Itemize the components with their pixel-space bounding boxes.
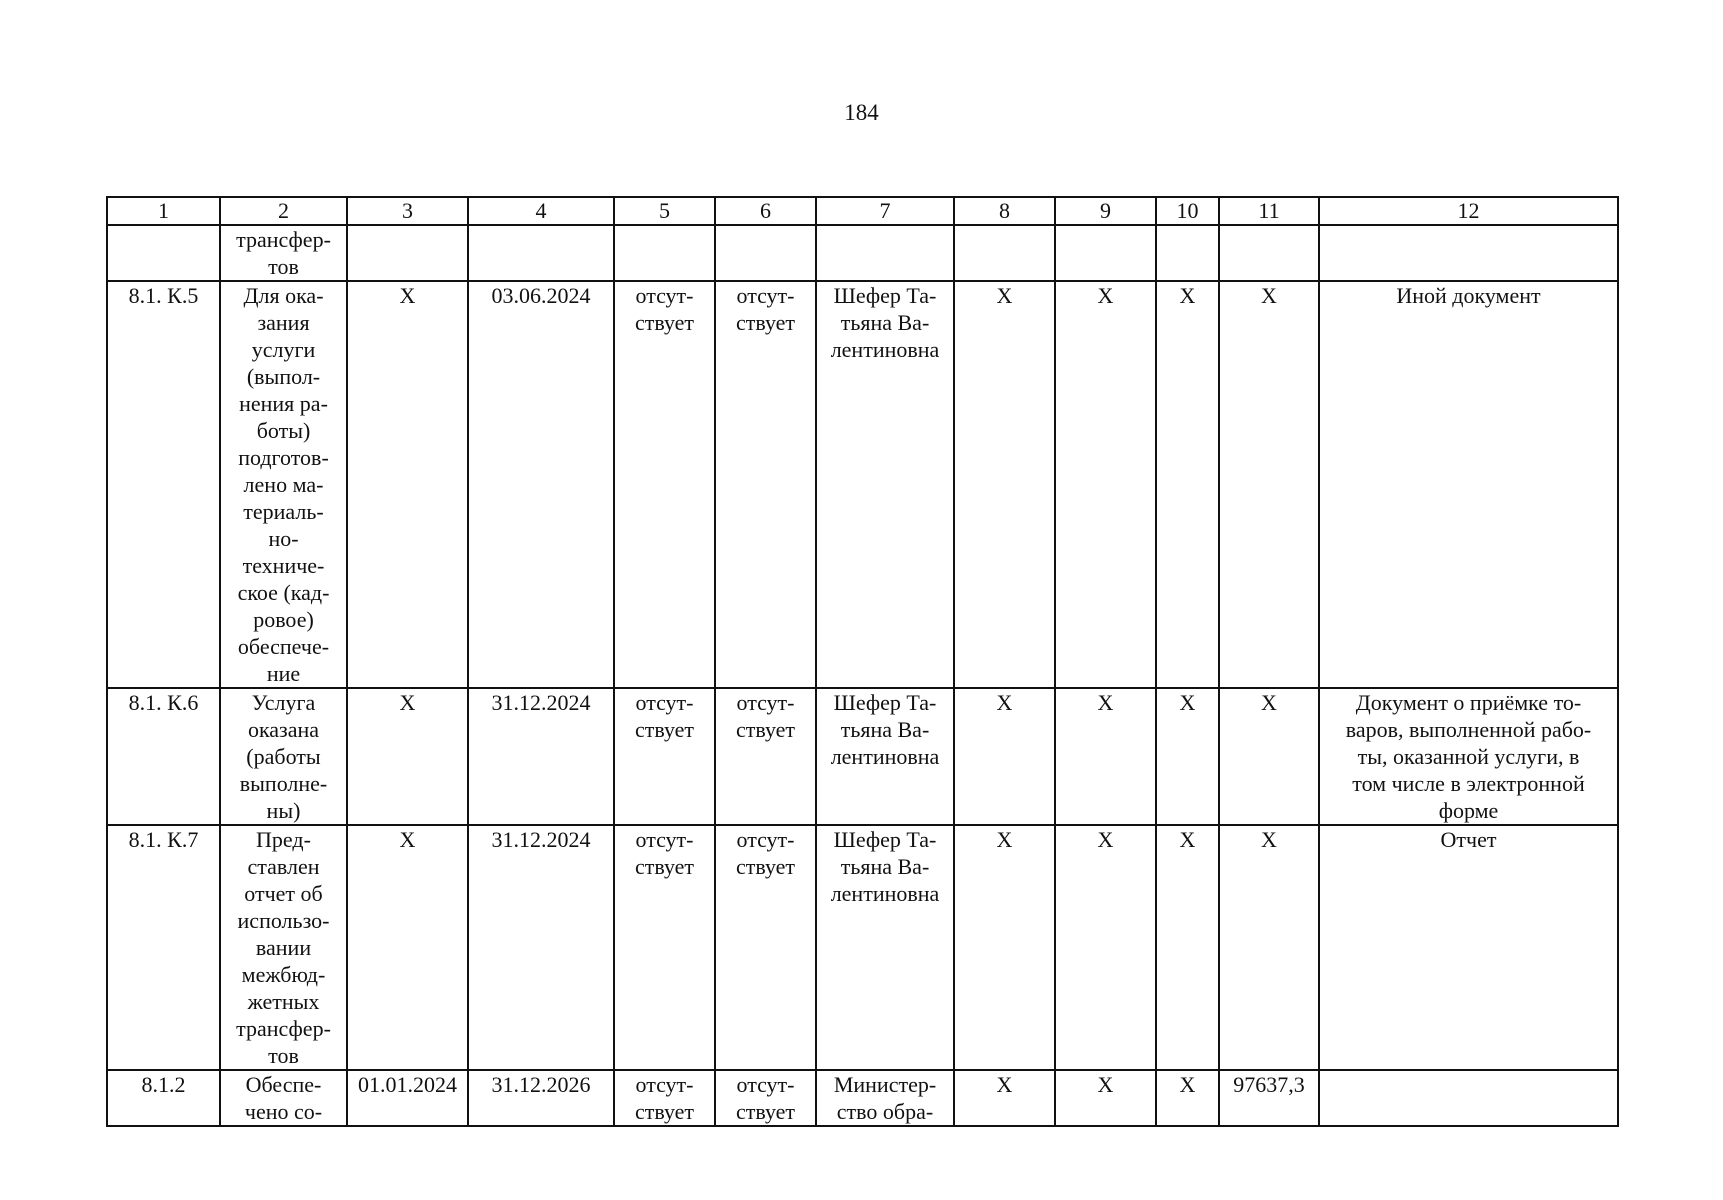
table-cell: 31.12.2024 bbox=[468, 688, 614, 825]
table-cell: X bbox=[1055, 1070, 1156, 1126]
table-cell: Для ока- зания услуги (выпол- нения ра- боты) подготов- лено ма- териаль- но- техниче- ское (кад- ровое) обеспече- ние bbox=[220, 281, 347, 688]
column-header: 5 bbox=[614, 197, 715, 225]
column-header: 2 bbox=[220, 197, 347, 225]
table-cell bbox=[715, 225, 816, 281]
table-cell: Шефер Та- тьяна Ва- лентиновна bbox=[816, 281, 954, 688]
table-row bbox=[107, 1070, 1618, 1126]
table-cell: Обеспе- чено со- bbox=[220, 1070, 347, 1126]
table-cell: X bbox=[1055, 688, 1156, 825]
table-cell bbox=[1219, 225, 1319, 281]
table-cell: отсут- ствует bbox=[614, 281, 715, 688]
table-cell: Услуга оказана (работы выполне- ны) bbox=[220, 688, 347, 825]
column-header: 6 bbox=[715, 197, 816, 225]
table-cell bbox=[1055, 225, 1156, 281]
table-cell: X bbox=[1219, 688, 1319, 825]
table-cell bbox=[1319, 225, 1618, 281]
table-cell: отсут- ствует bbox=[614, 1070, 715, 1126]
table-cell: отсут- ствует bbox=[614, 688, 715, 825]
table-cell: 01.01.2024 bbox=[347, 1070, 468, 1126]
column-number-row bbox=[107, 197, 1618, 225]
table-cell: отсут- ствует bbox=[715, 1070, 816, 1126]
table-cell: Иной документ bbox=[1319, 281, 1618, 688]
column-header: 12 bbox=[1319, 197, 1618, 225]
table-cell: Шефер Та- тьяна Ва- лентиновна bbox=[816, 688, 954, 825]
table-cell: X bbox=[1156, 825, 1219, 1070]
column-header: 7 bbox=[816, 197, 954, 225]
table-cell bbox=[954, 225, 1055, 281]
table-cell bbox=[347, 225, 468, 281]
table-cell: Документ о приёмке то- варов, выполненной рабо- ты, оказанной услуги, в том числе в электронной форме bbox=[1319, 688, 1618, 825]
table-cell: Шефер Та- тьяна Ва- лентиновна bbox=[816, 825, 954, 1070]
table-cell bbox=[1156, 225, 1219, 281]
table-cell: 8.1.2 bbox=[107, 1070, 220, 1126]
table-cell: Отчет bbox=[1319, 825, 1618, 1070]
table-row bbox=[107, 825, 1618, 1070]
table-cell: Пред- ставлен отчет об использо- вании межбюд- жетных трансфер- тов bbox=[220, 825, 347, 1070]
table-cell: X bbox=[347, 825, 468, 1070]
column-header: 3 bbox=[347, 197, 468, 225]
column-header: 11 bbox=[1219, 197, 1319, 225]
page-number: 184 bbox=[844, 100, 879, 125]
table-cell: X bbox=[1156, 1070, 1219, 1126]
table-cell: отсут- ствует bbox=[715, 825, 816, 1070]
table-cell: X bbox=[954, 1070, 1055, 1126]
column-header: 4 bbox=[468, 197, 614, 225]
table-cell bbox=[468, 225, 614, 281]
table-cell: 8.1. К.6 bbox=[107, 688, 220, 825]
table-cell bbox=[816, 225, 954, 281]
table-cell: Министер- ство обра- bbox=[816, 1070, 954, 1126]
table-row bbox=[107, 281, 1618, 688]
table-cell: отсут- ствует bbox=[614, 825, 715, 1070]
table-row bbox=[107, 688, 1618, 825]
table-cell: 8.1. К.7 bbox=[107, 825, 220, 1070]
table-cell: X bbox=[954, 688, 1055, 825]
table-cell: X bbox=[1219, 281, 1319, 688]
table-cell: X bbox=[954, 825, 1055, 1070]
table-cell: трансфер- тов bbox=[220, 225, 347, 281]
table-cell: 31.12.2026 bbox=[468, 1070, 614, 1126]
table-cell: X bbox=[1055, 281, 1156, 688]
column-header: 9 bbox=[1055, 197, 1156, 225]
table-cell: 03.06.2024 bbox=[468, 281, 614, 688]
table-cell bbox=[614, 225, 715, 281]
table-cell: 31.12.2024 bbox=[468, 825, 614, 1070]
column-header: 8 bbox=[954, 197, 1055, 225]
table-cell bbox=[1319, 1070, 1618, 1126]
column-header: 10 bbox=[1156, 197, 1219, 225]
table-cell: отсут- ствует bbox=[715, 688, 816, 825]
table-cell: X bbox=[1156, 281, 1219, 688]
table-cell: отсут- ствует bbox=[715, 281, 816, 688]
table-cell bbox=[107, 225, 220, 281]
table-cell: X bbox=[347, 281, 468, 688]
table-cell: X bbox=[1055, 825, 1156, 1070]
table-cell: X bbox=[954, 281, 1055, 688]
table-row bbox=[107, 225, 1618, 281]
table-cell: X bbox=[347, 688, 468, 825]
table-cell: X bbox=[1219, 825, 1319, 1070]
table-cell: 8.1. К.5 bbox=[107, 281, 220, 688]
column-header: 1 bbox=[107, 197, 220, 225]
table-cell: X bbox=[1156, 688, 1219, 825]
table-cell: 97637,3 bbox=[1219, 1070, 1319, 1126]
document-table bbox=[106, 196, 1619, 1127]
